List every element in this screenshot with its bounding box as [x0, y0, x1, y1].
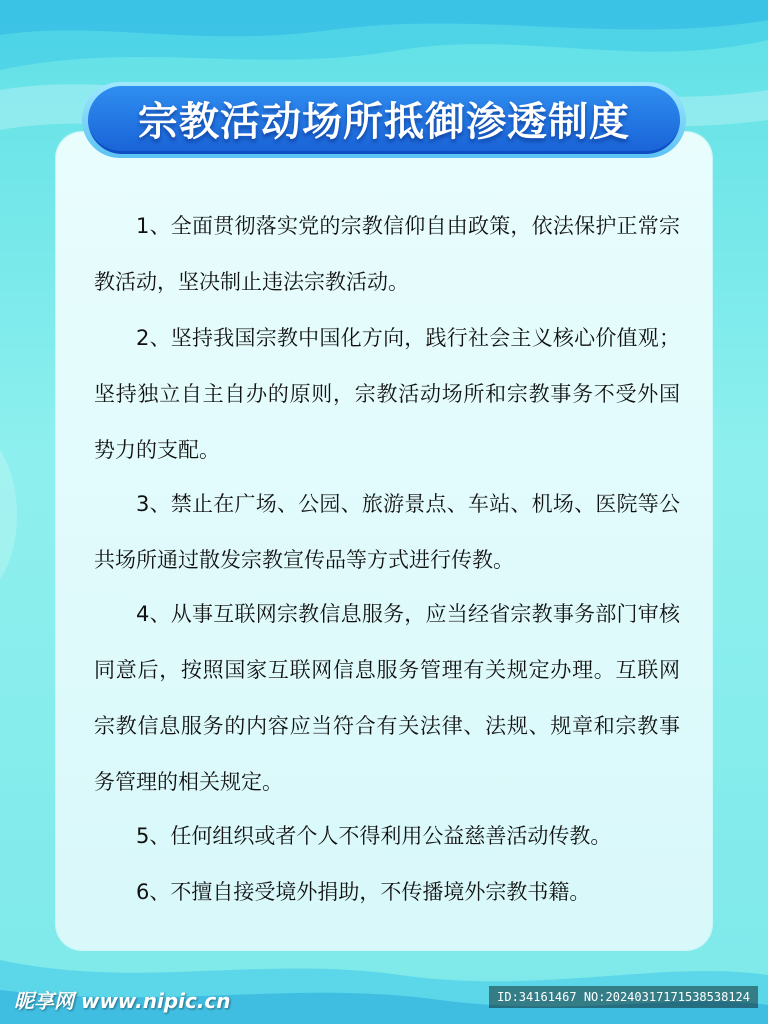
watermark-logo: 昵享网 www.nipic.cn [14, 989, 231, 1013]
title-pill [88, 86, 680, 154]
rule-item: 4、从事互联网宗教信息服务，应当经省宗教事务部门审核同意后，按照国家互联网信息服务管理有关规定办理。互联网宗教信息服务的内容应当符合有关法律、法规、规章和宗教事务管理的相关规定。 [94, 602, 680, 794]
page-title: 宗教活动场所抵御渗透制度 [138, 99, 630, 145]
watermark-id: ID:34161467 NO:20240317171538538124 [489, 986, 758, 1008]
rule-item: 6、不擅自接受境外捐助，不传播境外宗教书籍。 [136, 880, 591, 904]
rule-item: 5、任何组织或者个人不得利用公益慈善活动传教。 [136, 824, 612, 848]
rule-item: 3、禁止在广场、公园、旅游景点、车站、机场、医院等公共场所通过散发宗教宣传品等方式进行传教。 [94, 492, 680, 572]
rule-item: 1、全面贯彻落实党的宗教信仰自由政策，依法保护正常宗教活动，坚决制止违法宗教活动。 [94, 214, 680, 294]
rule-item: 2、坚持我国宗教中国化方向，践行社会主义核心价值观；坚持独立自主自办的原则，宗教活动场所和宗教事务不受外国势力的支配。 [94, 326, 680, 462]
